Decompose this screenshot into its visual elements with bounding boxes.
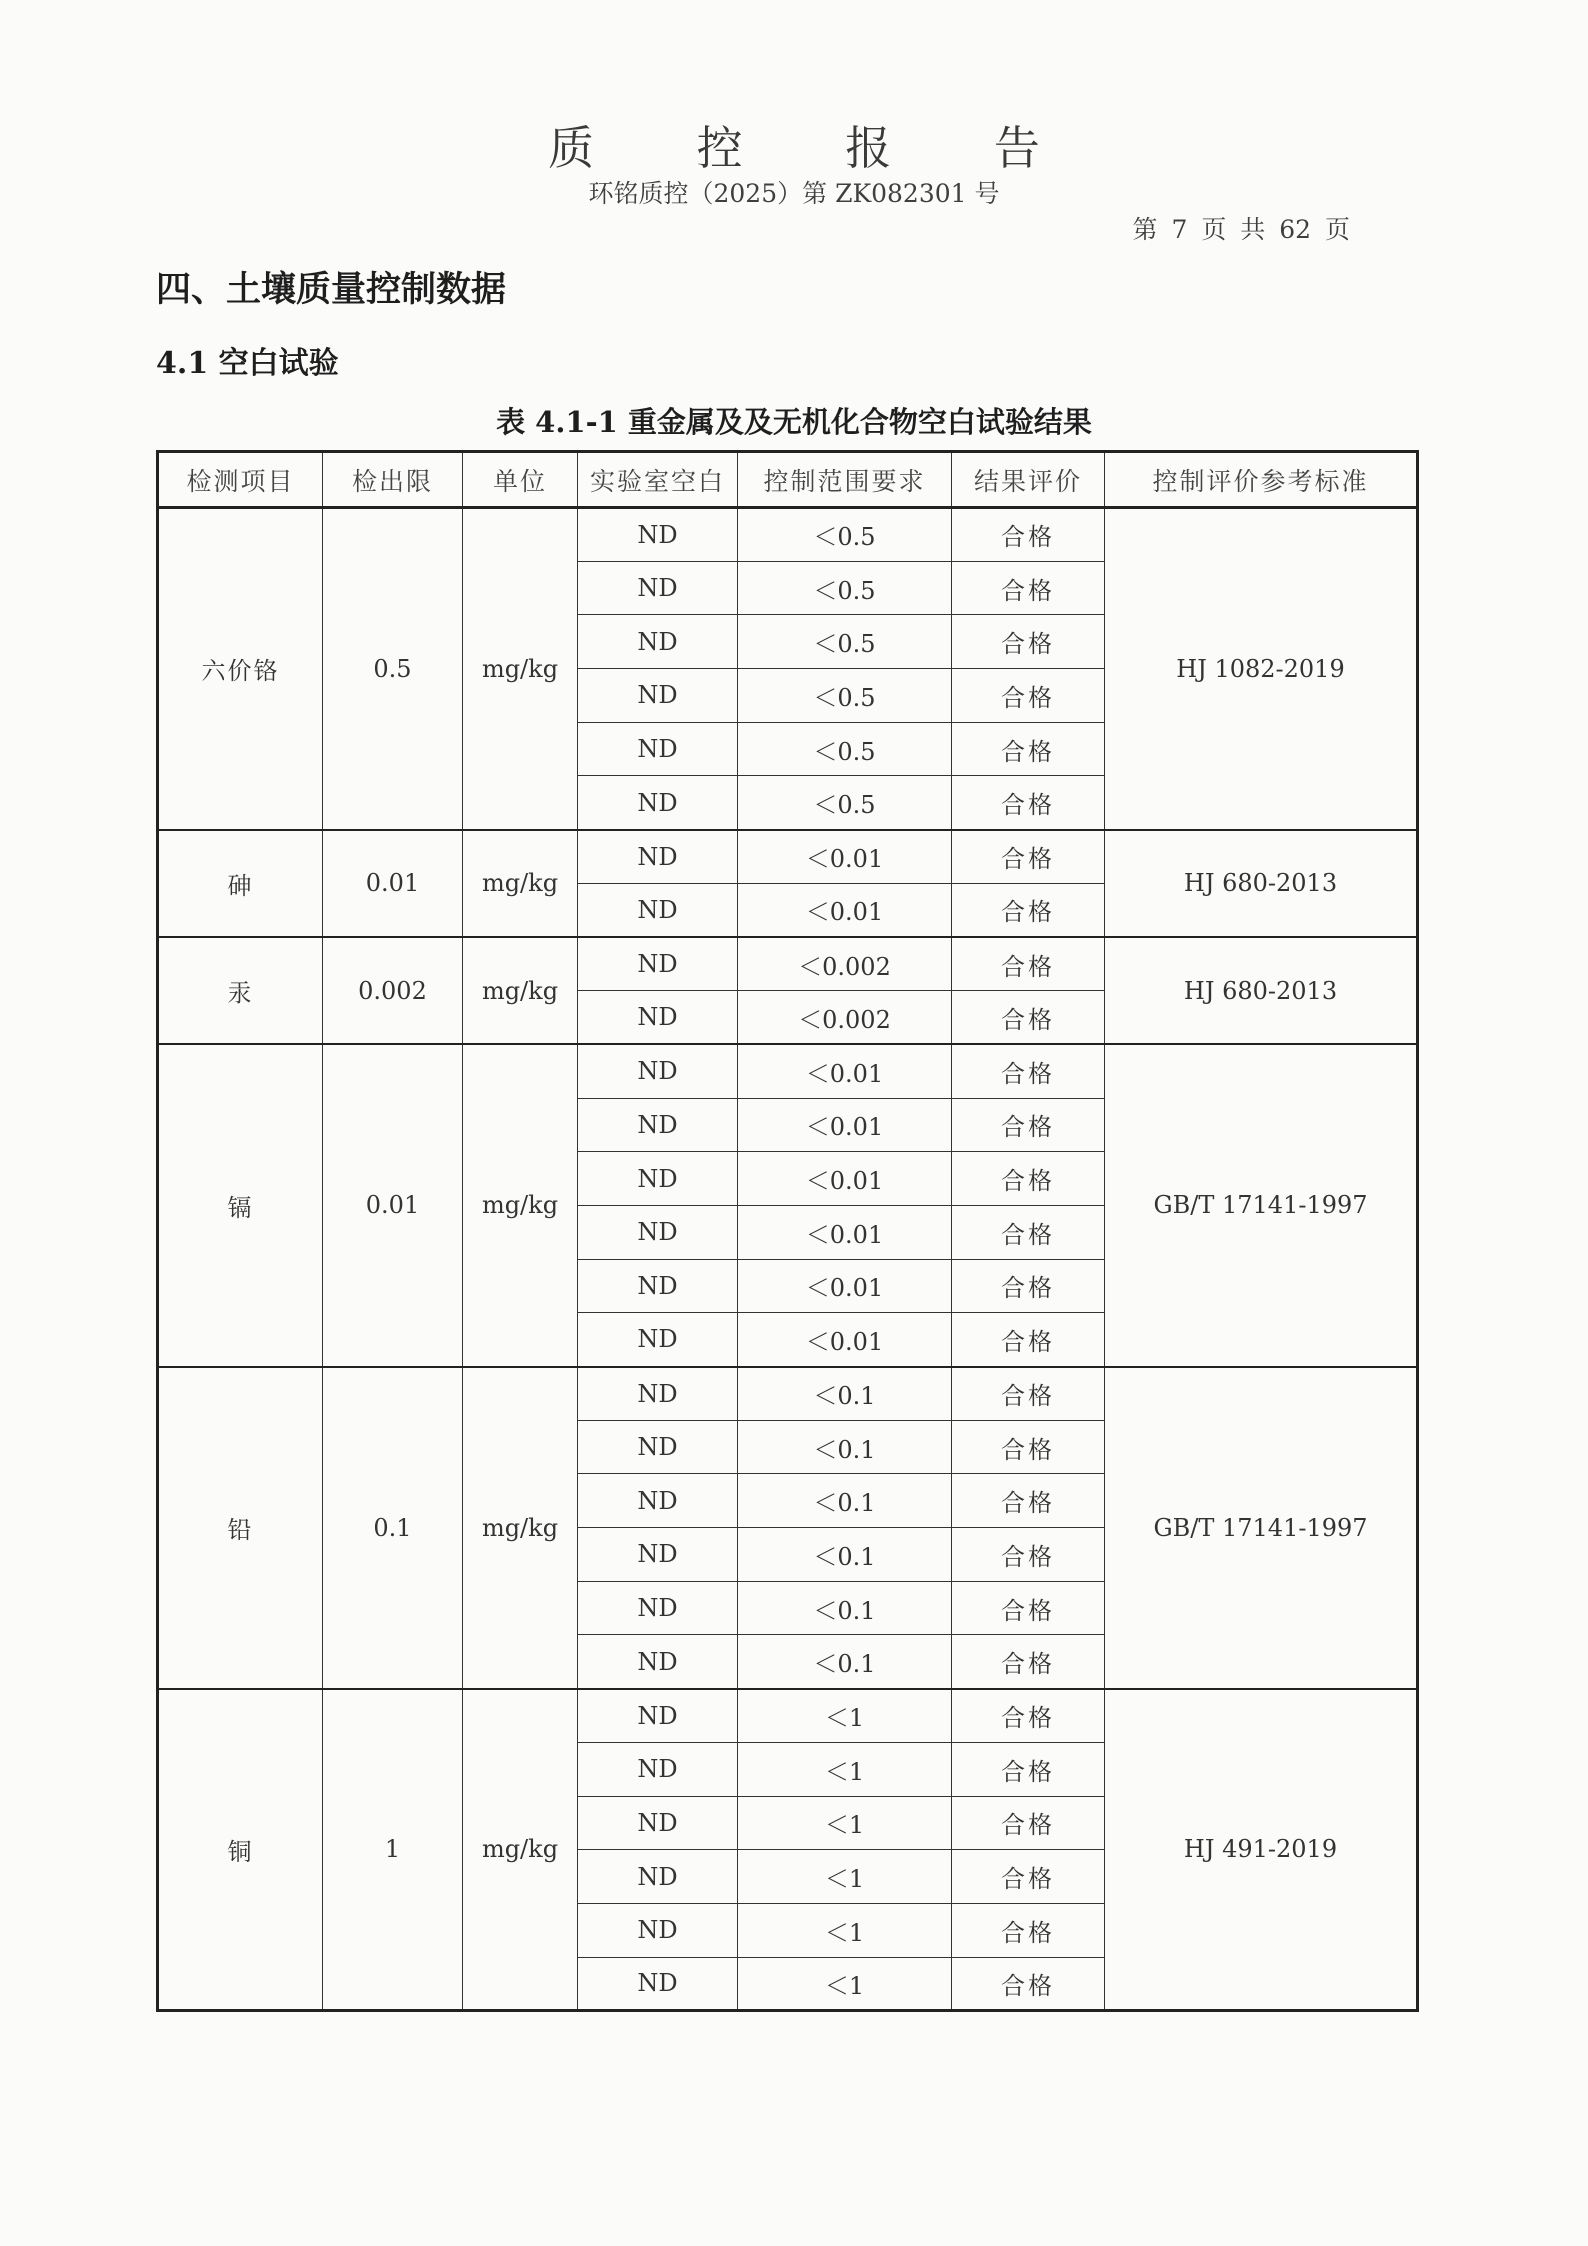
cell-control-range: ＜0.01 (738, 1098, 952, 1152)
cell-control-range: ＜0.5 (738, 508, 952, 562)
cell-item: 砷 (158, 830, 323, 937)
cell-lab-blank: ND (578, 1152, 738, 1206)
document-number: 环铭质控（2025）第 ZK082301 号 (588, 179, 1000, 208)
cell-control-range: ＜1 (738, 1850, 952, 1904)
cell-lab-blank: ND (578, 669, 738, 723)
cell-result: 合格 (952, 1850, 1105, 1904)
cell-lab-blank: ND (578, 1635, 738, 1689)
cell-control-range: ＜0.5 (738, 722, 952, 776)
cell-unit: mg/kg (463, 937, 578, 1044)
cell-control-range: ＜1 (738, 1957, 952, 2011)
cell-control-range: ＜1 (738, 1796, 952, 1850)
header-item: 检测项目 (158, 452, 323, 508)
cell-limit: 0.1 (323, 1367, 463, 1689)
cell-lab-blank: ND (578, 615, 738, 669)
cell-result: 合格 (952, 1635, 1105, 1689)
table-row (158, 1367, 1418, 1421)
cell-lab-blank: ND (578, 991, 738, 1045)
cell-control-range: ＜1 (738, 1689, 952, 1743)
cell-control-range: ＜0.01 (738, 883, 952, 937)
cell-limit: 1 (323, 1689, 463, 2011)
cell-lab-blank: ND (578, 1367, 738, 1421)
table-row (158, 830, 1418, 884)
cell-result: 合格 (952, 1903, 1105, 1957)
cell-lab-blank: ND (578, 1313, 738, 1367)
header-unit: 单位 (463, 452, 578, 508)
cell-control-range: ＜0.01 (738, 1259, 952, 1313)
table-body (158, 508, 1418, 2011)
cell-result: 合格 (952, 1367, 1105, 1421)
cell-lab-blank: ND (578, 722, 738, 776)
cell-unit: mg/kg (463, 1689, 578, 2011)
cell-standard: GB/T 17141-1997 (1105, 1044, 1418, 1366)
cell-result: 合格 (952, 1796, 1105, 1850)
table-row (158, 937, 1418, 991)
cell-lab-blank: ND (578, 776, 738, 830)
cell-limit: 0.002 (323, 937, 463, 1044)
cell-item: 六价铬 (158, 508, 323, 830)
cell-limit: 0.5 (323, 508, 463, 830)
cell-result: 合格 (952, 1152, 1105, 1206)
cell-lab-blank: ND (578, 1903, 738, 1957)
cell-control-range: ＜0.1 (738, 1367, 952, 1421)
cell-control-range: ＜1 (738, 1742, 952, 1796)
report-title: 质 控 报 告 (548, 121, 1084, 175)
cell-control-range: ＜1 (738, 1903, 952, 1957)
cell-control-range: ＜0.1 (738, 1635, 952, 1689)
cell-standard: HJ 1082-2019 (1105, 508, 1418, 830)
cell-result: 合格 (952, 1313, 1105, 1367)
cell-result: 合格 (952, 669, 1105, 723)
cell-control-range: ＜0.002 (738, 991, 952, 1045)
cell-lab-blank: ND (578, 830, 738, 884)
cell-unit: mg/kg (463, 1367, 578, 1689)
cell-result: 合格 (952, 1474, 1105, 1528)
cell-lab-blank: ND (578, 1528, 738, 1582)
page-indicator: 第 7 页 共 62 页 (1132, 215, 1350, 244)
blank-test-table (156, 450, 1419, 2012)
table-row (158, 1689, 1418, 1743)
cell-lab-blank: ND (578, 1742, 738, 1796)
cell-control-range: ＜0.1 (738, 1420, 952, 1474)
cell-result: 合格 (952, 561, 1105, 615)
subsection-heading: 4.1 空白试验 (156, 346, 339, 381)
cell-unit: mg/kg (463, 1044, 578, 1366)
cell-control-range: ＜0.01 (738, 1152, 952, 1206)
cell-result: 合格 (952, 1528, 1105, 1582)
cell-result: 合格 (952, 722, 1105, 776)
table-row (158, 508, 1418, 562)
cell-lab-blank: ND (578, 883, 738, 937)
cell-lab-blank: ND (578, 561, 738, 615)
cell-result: 合格 (952, 830, 1105, 884)
cell-result: 合格 (952, 1098, 1105, 1152)
cell-standard: HJ 680-2013 (1105, 830, 1418, 937)
cell-result: 合格 (952, 1689, 1105, 1743)
cell-lab-blank: ND (578, 937, 738, 991)
cell-result: 合格 (952, 776, 1105, 830)
cell-result: 合格 (952, 1420, 1105, 1474)
cell-control-range: ＜0.5 (738, 561, 952, 615)
cell-result: 合格 (952, 991, 1105, 1045)
cell-result: 合格 (952, 615, 1105, 669)
header-control-range: 控制范围要求 (738, 452, 952, 508)
cell-result: 合格 (952, 937, 1105, 991)
section-heading: 四、土壤质量控制数据 (156, 270, 507, 310)
header-result: 结果评价 (952, 452, 1105, 508)
table-row (158, 1044, 1418, 1098)
cell-result: 合格 (952, 1742, 1105, 1796)
cell-standard: HJ 680-2013 (1105, 937, 1418, 1044)
cell-lab-blank: ND (578, 1259, 738, 1313)
cell-lab-blank: ND (578, 1689, 738, 1743)
cell-result: 合格 (952, 508, 1105, 562)
cell-limit: 0.01 (323, 830, 463, 937)
table-header-row (158, 452, 1418, 508)
cell-item: 汞 (158, 937, 323, 1044)
cell-result: 合格 (952, 1581, 1105, 1635)
cell-result: 合格 (952, 1957, 1105, 2011)
cell-standard: HJ 491-2019 (1105, 1689, 1418, 2011)
header-limit: 检出限 (323, 452, 463, 508)
cell-control-range: ＜0.01 (738, 1044, 952, 1098)
header-standard: 控制评价参考标准 (1105, 452, 1418, 508)
cell-lab-blank: ND (578, 508, 738, 562)
cell-control-range: ＜0.01 (738, 1205, 952, 1259)
cell-item: 铜 (158, 1689, 323, 2011)
cell-lab-blank: ND (578, 1581, 738, 1635)
cell-control-range: ＜0.1 (738, 1581, 952, 1635)
cell-lab-blank: ND (578, 1796, 738, 1850)
cell-lab-blank: ND (578, 1957, 738, 2011)
cell-control-range: ＜0.01 (738, 1313, 952, 1367)
cell-lab-blank: ND (578, 1850, 738, 1904)
cell-control-range: ＜0.01 (738, 830, 952, 884)
cell-lab-blank: ND (578, 1098, 738, 1152)
cell-standard: GB/T 17141-1997 (1105, 1367, 1418, 1689)
cell-result: 合格 (952, 1205, 1105, 1259)
cell-limit: 0.01 (323, 1044, 463, 1366)
cell-lab-blank: ND (578, 1205, 738, 1259)
cell-control-range: ＜0.1 (738, 1474, 952, 1528)
cell-control-range: ＜0.5 (738, 615, 952, 669)
cell-control-range: ＜0.1 (738, 1528, 952, 1582)
cell-item: 镉 (158, 1044, 323, 1366)
cell-lab-blank: ND (578, 1420, 738, 1474)
table-caption: 表 4.1-1 重金属及及无机化合物空白试验结果 (496, 405, 1092, 439)
cell-result: 合格 (952, 883, 1105, 937)
cell-control-range: ＜0.5 (738, 776, 952, 830)
cell-lab-blank: ND (578, 1474, 738, 1528)
cell-result: 合格 (952, 1044, 1105, 1098)
cell-unit: mg/kg (463, 508, 578, 830)
cell-result: 合格 (952, 1259, 1105, 1313)
cell-lab-blank: ND (578, 1044, 738, 1098)
header-lab-blank: 实验室空白 (578, 452, 738, 508)
cell-control-range: ＜0.5 (738, 669, 952, 723)
cell-control-range: ＜0.002 (738, 937, 952, 991)
cell-item: 铅 (158, 1367, 323, 1689)
cell-unit: mg/kg (463, 830, 578, 937)
